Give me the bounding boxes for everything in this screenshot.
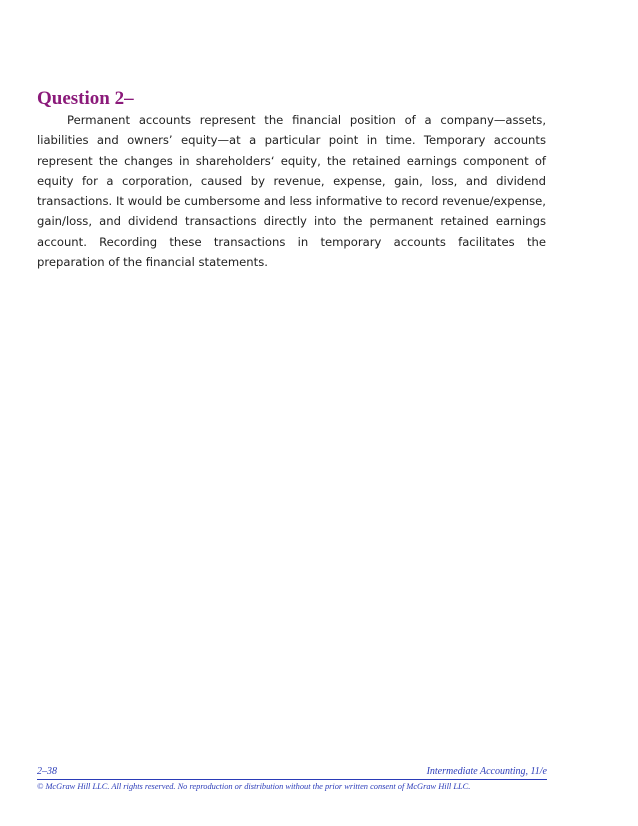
page-footer <box>37 766 547 793</box>
page-number: 2–38 <box>37 766 57 777</box>
answer-paragraph: Permanent accounts represent the financial position of a company—assets, liabilities and owners’ equity—at a particular point in time. Temporary accounts represent the changes in shareholders‘ equity, the retained earnings component of equity for a corporation, caused by revenue, expense, gain, loss, and dividend transactions. It would be cumbersome and less informative to record revenue/expense, gain/loss, and dividend transactions directly into the permanent retained earnings account. Recording these transactions in temporary accounts facilitates the preparation of the financial statements. <box>37 113 546 270</box>
footer-header-row <box>37 766 547 780</box>
copyright-notice: © McGraw Hill LLC. All rights reserved. No reproduction or distribution without the prior written consent of McGraw Hill LLC. <box>37 782 471 791</box>
book-title: Intermediate Accounting, 11/e <box>426 766 547 777</box>
question-heading: Question 2– <box>37 88 134 109</box>
